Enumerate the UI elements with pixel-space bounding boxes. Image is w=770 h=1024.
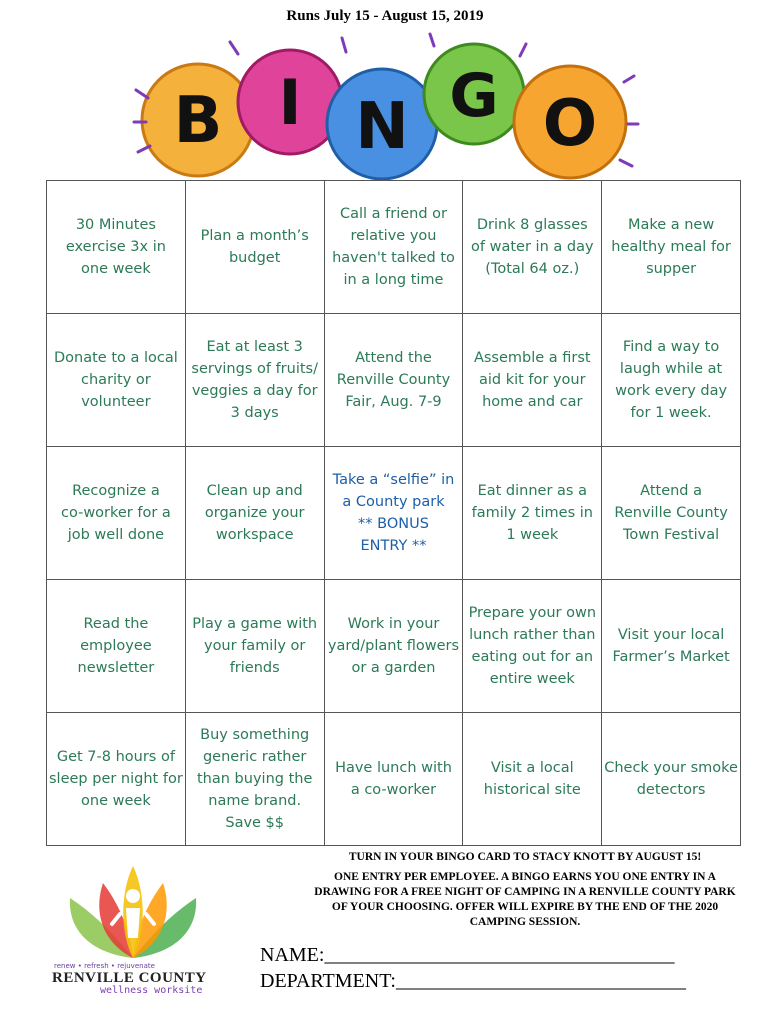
bingo-title-graphic xyxy=(130,32,640,182)
bingo-ball-o xyxy=(514,66,626,178)
bingo-cell: Attend a Renville County Town Festival xyxy=(602,447,741,580)
bingo-cell: Donate to a local charity or volunteer xyxy=(47,314,186,447)
bingo-cell: Clean up and organize your workspace xyxy=(186,447,325,580)
bingo-board xyxy=(46,180,741,846)
bingo-cell: Plan a month’s budget xyxy=(186,181,325,314)
bingo-cell: Find a way to laugh while at work every day for 1 week. xyxy=(602,314,741,447)
run-dates-heading: Runs July 15 - August 15, 2019 xyxy=(286,8,484,24)
bingo-cell: Drink 8 glasses of water in a day (Total 64 oz.) xyxy=(463,181,602,314)
bingo-cell: Make a new healthy meal for supper xyxy=(602,181,741,314)
bingo-ball-i xyxy=(238,50,342,154)
logo-tagline: renew • refresh • rejuvenate xyxy=(54,962,155,970)
department-field[interactable]: DEPARTMENT:_____________________________ xyxy=(260,970,686,992)
bingo-letter-b: B xyxy=(173,84,223,158)
bingo-cell: Prepare your own lunch rather than eating out for an entire week xyxy=(463,580,602,713)
bingo-cell: Call a friend or relative you haven't talked to in a long time xyxy=(325,181,464,314)
bingo-cell: Assemble a first aid kit for your home and car xyxy=(463,314,602,447)
bingo-cell: 30 Minutes exercise 3x in one week xyxy=(47,181,186,314)
bingo-cell: Visit your local Farmer’s Market xyxy=(602,580,741,713)
bingo-ball-g xyxy=(424,44,524,144)
logo-county-name: RENVILLE COUNTY xyxy=(52,970,207,986)
bingo-ball-b xyxy=(142,64,254,176)
bingo-cell: Have lunch with a co-worker xyxy=(325,713,464,846)
bingo-cell: Check your smoke detectors xyxy=(602,713,741,846)
bingo-cell: Get 7-8 hours of sleep per night for one week xyxy=(47,713,186,846)
logo-subtitle: wellness worksite xyxy=(100,985,203,996)
bingo-letter-i: I xyxy=(278,66,302,139)
bingo-cell: Play a game with your family or friends xyxy=(186,580,325,713)
bingo-cell: Work in your yard/plant flowers or a garden xyxy=(325,580,464,713)
name-field[interactable]: NAME:___________________________________ xyxy=(260,944,675,966)
turn-in-instructions: TURN IN YOUR BINGO CARD TO STACY KNOTT BY AUGUST 15! xyxy=(348,851,702,863)
bingo-ball-n xyxy=(327,69,437,179)
bingo-cell: Attend the Renville County Fair, Aug. 7-9 xyxy=(325,314,464,447)
bingo-cell-bonus: Take a “selfie” in a County park ** BONUS ENTRY ** xyxy=(325,447,464,580)
bingo-cell: Eat at least 3 servings of fruits/ veggies a day for 3 days xyxy=(186,314,325,447)
bingo-cell: Buy something generic rather than buying the name brand. Save $$ xyxy=(186,713,325,846)
bingo-letter-o: O xyxy=(542,87,598,161)
bingo-cell: Read the employee newsletter xyxy=(47,580,186,713)
entry-rules: ONE ENTRY PER EMPLOYEE. A BINGO EARNS YOU ONE ENTRY IN A DRAWING FOR A FREE NIGHT OF CAMPING IN A RENVILLE COUNTY PARK OF YOUR CHOOSING. OFFER WILL EXPIRE BY THE END OF THE 2020 CAMPING SESSION. xyxy=(314,871,736,928)
bingo-cell: Eat dinner as a family 2 times in 1 week xyxy=(463,447,602,580)
bingo-letter-n: N xyxy=(355,90,409,164)
bingo-cell: Recognize a co-worker for a job well done xyxy=(47,447,186,580)
bingo-letter-g: G xyxy=(449,61,499,131)
bingo-cell: Visit a local historical site xyxy=(463,713,602,846)
